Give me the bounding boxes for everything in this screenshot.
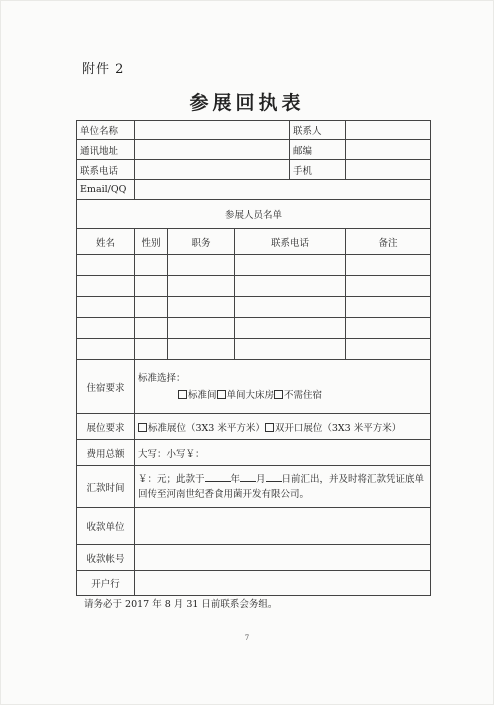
- header-remarks: 备注: [346, 229, 431, 255]
- participant-position-cell[interactable]: [168, 297, 235, 318]
- participant-gender-cell[interactable]: [135, 339, 168, 360]
- no-accommodation-label: 不需住宿: [284, 389, 323, 401]
- remittance-text-cell: [135, 466, 431, 508]
- remittance-label: 汇款时间: [77, 466, 135, 508]
- standard-room-checkbox[interactable]: [178, 390, 187, 399]
- participant-phone-cell[interactable]: [235, 297, 346, 318]
- remittance-prefix: ￥：元；此款于: [138, 473, 205, 485]
- double-open-booth-label: 双开口展位（3X3 米平方米）: [274, 422, 402, 434]
- participant-phone-cell[interactable]: [235, 318, 346, 339]
- participant-remarks-cell[interactable]: [346, 339, 431, 360]
- row-unit-name: [77, 121, 431, 140]
- unit-name-field[interactable]: [135, 121, 290, 140]
- single-king-room-label: 单间大床房: [226, 389, 275, 401]
- row-payee-account: [77, 545, 431, 571]
- row-accommodation: [77, 360, 431, 414]
- row-participants-title: [77, 200, 431, 229]
- form-title: 参展回执表: [189, 92, 305, 114]
- header-contact-phone: 联系电话: [235, 229, 346, 255]
- month-unit: 月: [256, 473, 266, 485]
- single-king-room-checkbox[interactable]: [217, 390, 226, 399]
- remittance-suffix: 日前汇出，并及时将汇款凭证底单回传至河南世纪香食用菌开发有限公司。: [138, 473, 425, 500]
- standard-room-label: 标准间: [188, 389, 217, 401]
- participant-gender-cell[interactable]: [135, 276, 168, 297]
- participant-phone-cell[interactable]: [235, 339, 346, 360]
- postcode-field[interactable]: [346, 140, 431, 160]
- participant-position-cell[interactable]: [168, 255, 235, 276]
- bank-label: 开户行: [77, 571, 135, 596]
- row-booth: [77, 414, 431, 440]
- participants-header-row: [77, 229, 431, 255]
- standard-booth-checkbox[interactable]: [138, 423, 147, 432]
- row-email: [77, 180, 431, 200]
- standard-booth-label: 标准展位（3X3 米平方米）: [148, 422, 265, 434]
- accommodation-options-cell: [135, 360, 431, 414]
- total-amount-field[interactable]: 大写：小写￥：: [135, 440, 431, 466]
- participant-row: [77, 276, 431, 297]
- deadline-note: 请务必于 2017 年 8 月 31 日前联系会务组。: [84, 599, 278, 610]
- participant-name-cell[interactable]: [77, 255, 135, 276]
- header-name: 姓名: [77, 229, 135, 255]
- accommodation-label: 住宿要求: [77, 360, 135, 414]
- payee-unit-label: 收款单位: [77, 508, 135, 545]
- participant-row: [77, 318, 431, 339]
- participant-phone-cell[interactable]: [235, 276, 346, 297]
- participant-position-cell[interactable]: [168, 318, 235, 339]
- row-payee-unit: [77, 508, 431, 545]
- contact-person-field[interactable]: [346, 121, 431, 140]
- row-address: [77, 140, 431, 160]
- participant-gender-cell[interactable]: [135, 255, 168, 276]
- accommodation-prompt: 标准选择：: [138, 372, 186, 384]
- participant-position-cell[interactable]: [168, 339, 235, 360]
- registration-form-table: [76, 120, 431, 596]
- payee-unit-field[interactable]: [135, 508, 431, 545]
- participant-gender-cell[interactable]: [135, 297, 168, 318]
- payee-account-field[interactable]: [135, 545, 431, 571]
- participant-row: [77, 255, 431, 276]
- participants-section-title: 参展人员名单: [77, 200, 431, 229]
- month-blank[interactable]: [240, 472, 256, 482]
- year-unit: 年: [230, 473, 241, 485]
- participant-phone-cell[interactable]: [235, 255, 346, 276]
- participant-remarks-cell[interactable]: [346, 255, 431, 276]
- participant-name-cell[interactable]: [77, 318, 135, 339]
- booth-label: 展位要求: [77, 414, 135, 440]
- participant-remarks-cell[interactable]: [346, 297, 431, 318]
- email-qq-field[interactable]: [135, 180, 431, 200]
- participant-gender-cell[interactable]: [135, 318, 168, 339]
- year-blank[interactable]: [205, 472, 231, 482]
- day-blank[interactable]: [266, 472, 282, 482]
- participant-row: [77, 339, 431, 360]
- participant-name-cell[interactable]: [77, 297, 135, 318]
- accommodation-options: [138, 389, 427, 402]
- participant-position-cell[interactable]: [168, 276, 235, 297]
- booth-options-cell: [135, 414, 431, 440]
- page-number: 7: [244, 634, 250, 642]
- row-phone: [77, 160, 431, 180]
- participant-remarks-cell[interactable]: [346, 276, 431, 297]
- participant-row: [77, 297, 431, 318]
- address-label: 通讯地址: [77, 140, 135, 160]
- participant-name-cell[interactable]: [77, 276, 135, 297]
- double-open-booth-checkbox[interactable]: [265, 423, 274, 432]
- row-remittance: [77, 466, 431, 508]
- payee-account-label: 收款帐号: [77, 545, 135, 571]
- attachment-label: 附件 2: [82, 62, 125, 77]
- bank-field[interactable]: [135, 571, 431, 596]
- email-qq-label: Email/QQ: [77, 180, 135, 200]
- header-position: 职务: [168, 229, 235, 255]
- phone-label: 联系电话: [77, 160, 135, 180]
- contact-person-label: 联系人: [290, 121, 346, 140]
- phone-field[interactable]: [135, 160, 290, 180]
- mobile-label: 手机: [290, 160, 346, 180]
- participant-remarks-cell[interactable]: [346, 318, 431, 339]
- address-field[interactable]: [135, 140, 290, 160]
- row-total: [77, 440, 431, 466]
- postcode-label: 邮编: [290, 140, 346, 160]
- mobile-field[interactable]: [346, 160, 431, 180]
- row-bank: [77, 571, 431, 596]
- no-accommodation-checkbox[interactable]: [274, 390, 283, 399]
- unit-name-label: 单位名称: [77, 121, 135, 140]
- total-label: 费用总额: [77, 440, 135, 466]
- header-gender: 性别: [135, 229, 168, 255]
- participant-name-cell[interactable]: [77, 339, 135, 360]
